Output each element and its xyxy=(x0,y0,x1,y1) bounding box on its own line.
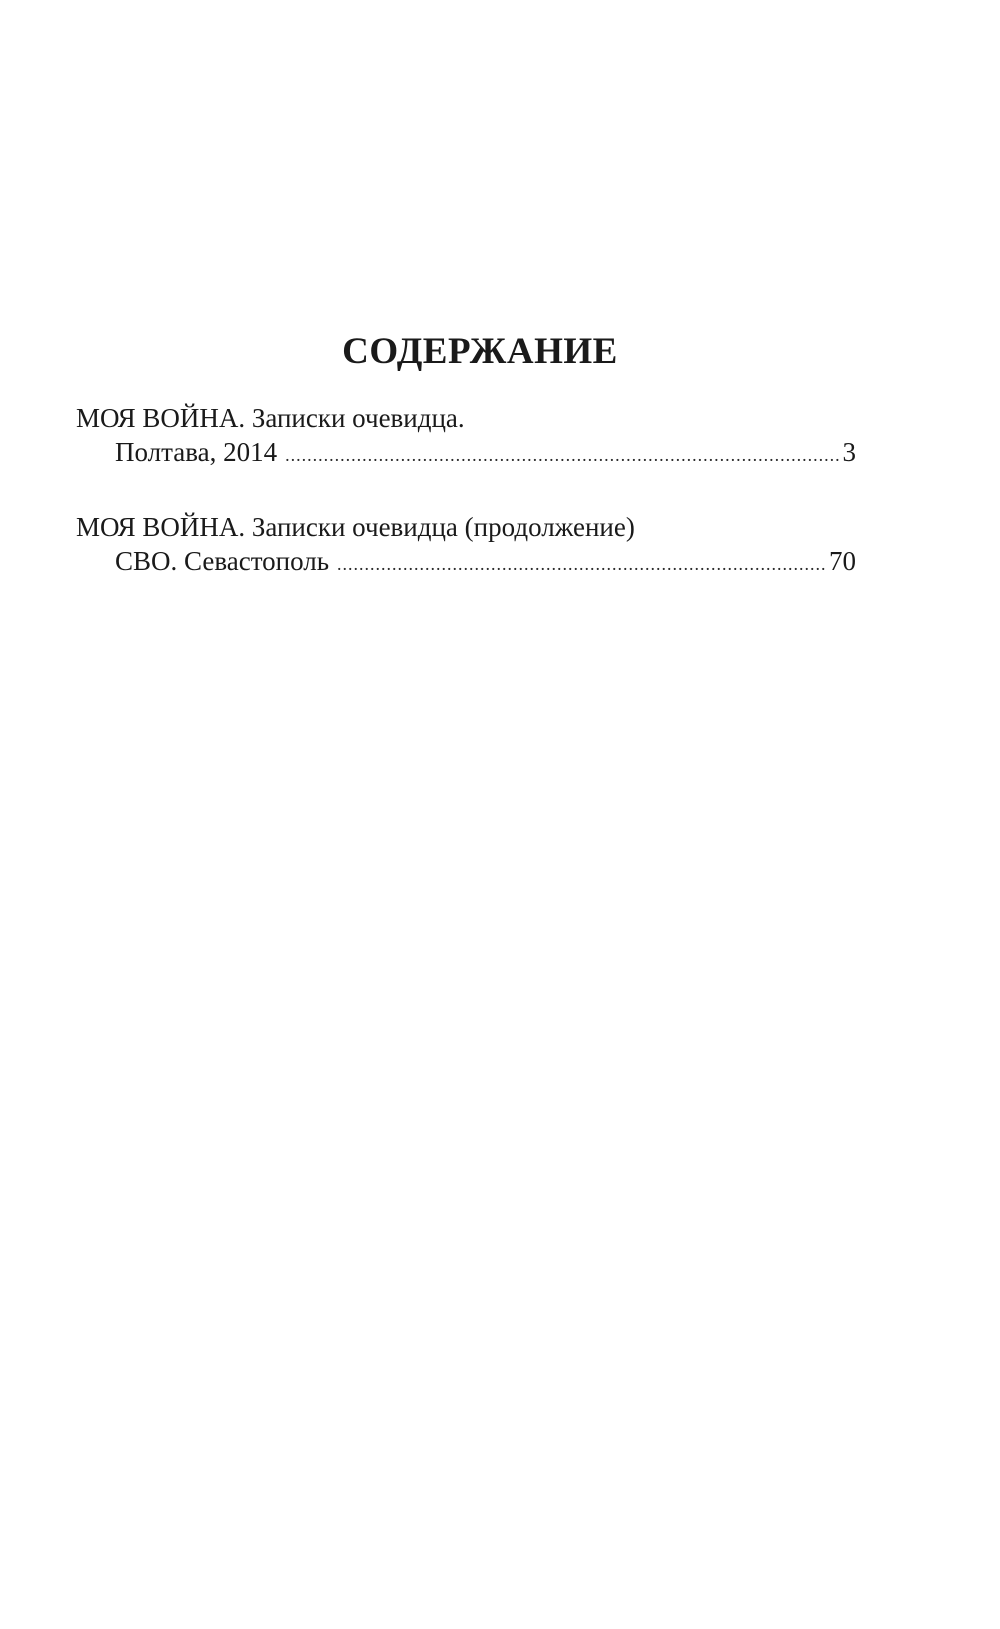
entry-subtitle: Полтава, 2014 xyxy=(115,437,278,467)
entry-title: МОЯ ВОЙНА. Записки очевидца. xyxy=(76,403,465,433)
dot-leader xyxy=(285,437,838,473)
entry-subtitle-row xyxy=(76,434,856,473)
entry-title: МОЯ ВОЙНА. Записки очевидца (продолжение) xyxy=(76,512,635,542)
toc-entry xyxy=(76,511,856,582)
toc-entry xyxy=(76,402,856,473)
toc-title: СОДЕРЖАНИЕ xyxy=(342,331,618,372)
dot-leader xyxy=(337,546,825,582)
entry-subtitle: СВО. Севастополь xyxy=(115,546,330,576)
table-of-contents xyxy=(76,402,856,620)
page-number: 3 xyxy=(842,437,856,467)
page-number: 70 xyxy=(829,546,856,576)
entry-subtitle-row xyxy=(76,543,856,582)
